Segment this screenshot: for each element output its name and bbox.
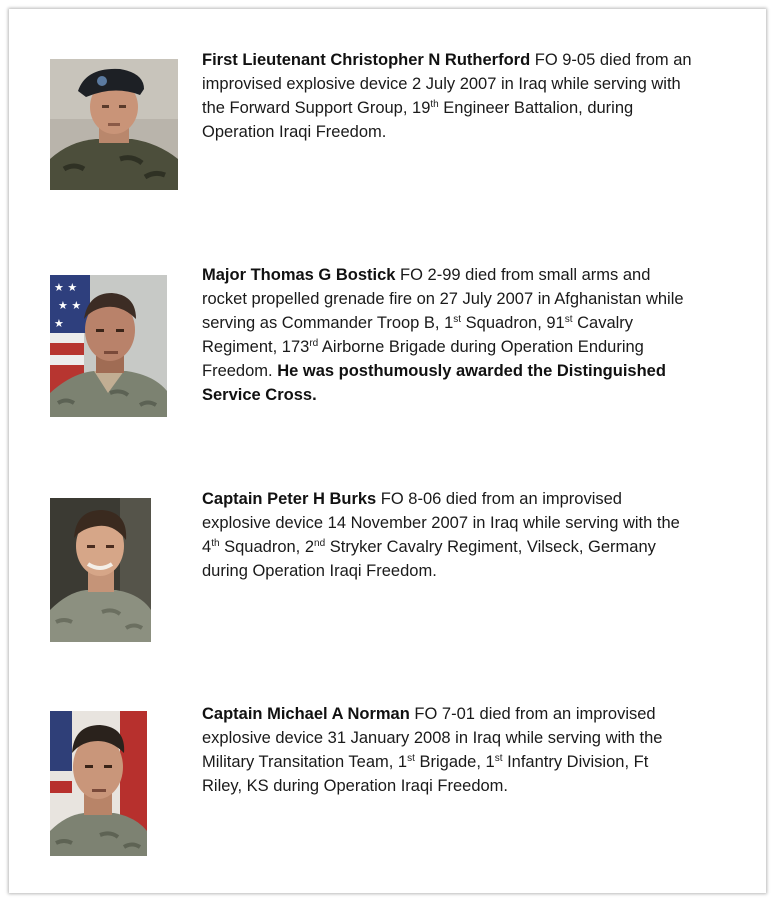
text-fragment: improvised explosive device 2 July 2007 in Iraq while serving with — [202, 75, 681, 93]
portrait-photo — [50, 275, 167, 417]
text-fragment: explosive device 31 January 2008 in Iraq while serving with the — [202, 729, 663, 747]
text-fragment: Squadron, 2 — [219, 538, 315, 556]
portrait-photo — [50, 498, 151, 642]
text-fragment: serving as Commander Troop B, 1 — [202, 314, 454, 332]
award-note: He was posthumously awarded the Distinguished — [277, 362, 666, 380]
ordinal-suffix: st — [494, 753, 503, 764]
text-fragment: Military Transitation Team, 1 — [202, 753, 408, 771]
text-fragment: FO 2-99 died from small arms and — [395, 266, 651, 284]
soldier-name: Captain Michael A Norman — [202, 705, 410, 723]
text-fragment: Engineer Battalion, during — [438, 99, 634, 117]
portrait-photo — [50, 711, 147, 856]
text-fragment: Airborne Brigade during Operation Enduring — [318, 338, 644, 356]
soldier-name: Captain Peter H Burks — [202, 490, 377, 508]
ordinal-suffix: st — [453, 314, 462, 325]
memorial-text — [202, 263, 737, 407]
award-note: Service Cross. — [202, 386, 317, 404]
text-fragment: Riley, KS during Operation Iraqi Freedom. — [202, 777, 508, 795]
svg-text:★ ★: ★ ★ — [54, 281, 78, 294]
text-fragment: explosive device 14 November 2007 in Iraq while serving with the — [202, 514, 680, 532]
text-fragment: during Operation Iraqi Freedom. — [202, 562, 437, 580]
text-fragment: Cavalry — [572, 314, 634, 332]
text-fragment: Stryker Cavalry Regiment, Vilseck, Germany — [325, 538, 656, 556]
text-fragment: Squadron, 91 — [461, 314, 565, 332]
text-fragment: 4 — [202, 538, 212, 556]
ordinal-suffix: rd — [309, 338, 319, 349]
text-fragment: Infantry Division, Ft — [502, 753, 649, 771]
memorial-page — [9, 9, 766, 893]
text-fragment: FO 7-01 died from an improvised — [409, 705, 656, 723]
text-fragment: Brigade, 1 — [414, 753, 495, 771]
ordinal-suffix: nd — [314, 538, 326, 549]
text-fragment: FO 8-06 died from an improvised — [376, 490, 622, 508]
memorial-text — [202, 48, 737, 144]
svg-text:★: ★ — [54, 317, 64, 330]
ordinal-suffix: st — [564, 314, 573, 325]
text-fragment: FO 9-05 died from an — [530, 51, 692, 69]
memorial-text — [202, 487, 737, 583]
portrait-photo — [50, 59, 178, 190]
ordinal-suffix: st — [407, 753, 415, 764]
memorial-text — [202, 702, 737, 798]
text-fragment: the Forward Support Group, 19 — [202, 99, 431, 117]
soldier-name: First Lieutenant Christopher N Rutherford — [202, 51, 531, 69]
text-fragment: Regiment, 173 — [202, 338, 310, 356]
soldier-name: Major Thomas G Bostick — [202, 266, 396, 284]
text-fragment: Freedom. — [202, 362, 273, 380]
ordinal-suffix: th — [430, 99, 439, 110]
text-fragment: Operation Iraqi Freedom. — [202, 123, 387, 141]
ordinal-suffix: th — [211, 538, 220, 549]
text-fragment: rocket propelled grenade fire on 27 July 2007 in Afghanistan while — [202, 290, 684, 308]
svg-text:★ ★: ★ ★ — [58, 299, 82, 312]
